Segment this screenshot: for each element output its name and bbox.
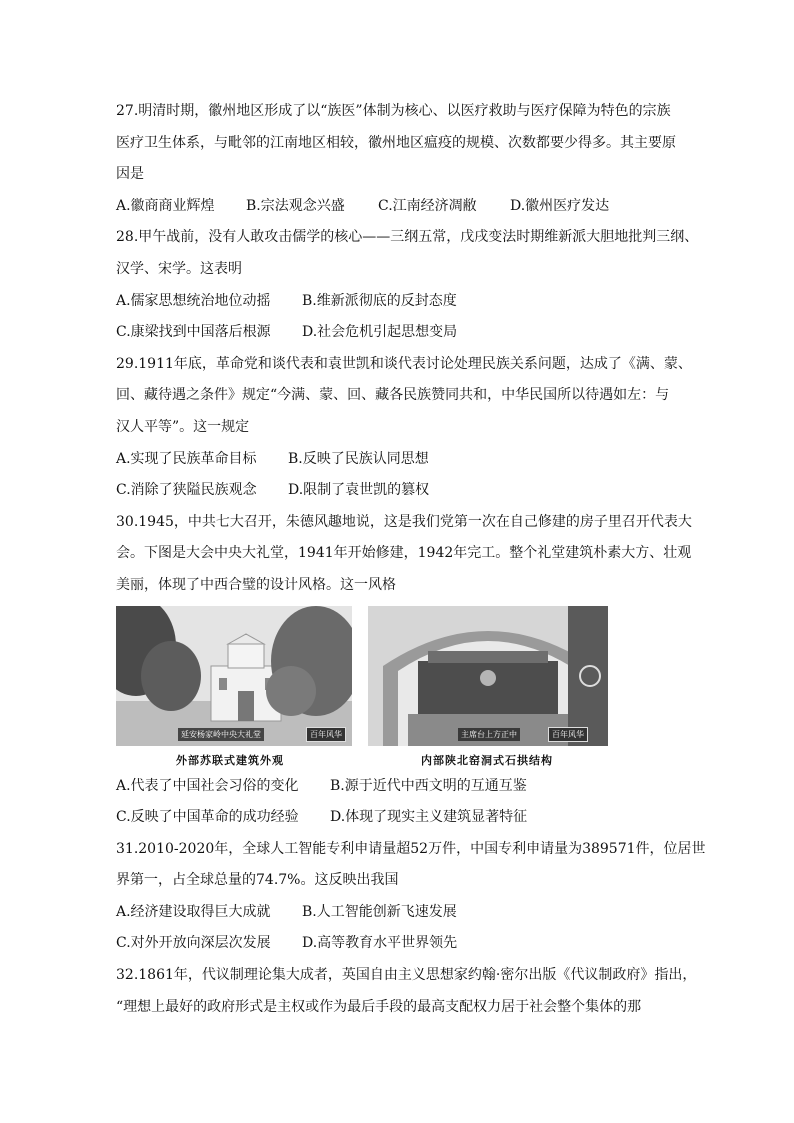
question-30 [116, 507, 692, 834]
question-32-line-1: 32.1861年，代议制理论集大成者，英国自由主义思想家约翰·密尔出版《代议制政府》指出， [116, 967, 697, 984]
option-d: D.高等教育水平世界领先 [302, 935, 458, 952]
option-d: D.体现了现实主义建筑显著特征 [330, 809, 528, 826]
question-27-line-3: 因是 [116, 166, 144, 183]
question-31-options-row-1 [116, 897, 688, 929]
question-30-line-1: 30.1945，中共七大召开，朱德风趣地说，这是我们党第一次在自己修建的房子里召开代表大 [116, 513, 692, 530]
question-28-line-1: 28.甲午战前，没有人敢攻击儒学的核心——三纲五常，戊戌变法时期维新派大胆地批判三纲、 [116, 229, 699, 246]
question-29-options-row-1 [116, 444, 688, 476]
question-32-line-2: “理想上最好的政府形式是主权或作为最后手段的最高支配权力居于社会整个集体的那 [116, 998, 642, 1015]
option-c: C.康梁找到中国落后根源 [116, 324, 271, 341]
option-a: A.代表了中国社会习俗的变化 [116, 777, 299, 794]
question-32 [116, 960, 697, 1023]
option-b: B.宗法观念兴盛 [246, 197, 345, 214]
figure-interior-photo [368, 606, 608, 746]
option-c: C.消除了狭隘民族观念 [116, 482, 257, 499]
exterior-photo-overlay-label: 延安杨家岭中央大礼堂 [178, 728, 264, 741]
option-d: D.限制了袁世凯的篡权 [288, 482, 430, 499]
figure-exterior-photo [116, 606, 352, 746]
interior-photo-badge: 百年风华 [548, 727, 588, 742]
question-28-options-row-2 [116, 317, 688, 349]
question-31-line-2: 界第一，占全球总量的74.7%。这反映出我国 [116, 872, 399, 889]
question-30-options-row-1 [116, 771, 688, 803]
question-29-line-3: 汉人平等”。这一规定 [116, 418, 250, 435]
question-30-options-row-2 [116, 802, 688, 834]
option-c: C.江南经济凋敝 [378, 197, 477, 214]
option-a: A.儒家思想统治地位动摇 [116, 292, 271, 309]
question-29-line-1: 29.1911年底，革命党和谈代表和袁世凯和谈代表讨论处理民族关系问题，达成了《满、蒙、 [116, 355, 692, 372]
question-31 [116, 834, 706, 960]
option-b: B.反映了民族认同思想 [288, 450, 429, 467]
figure-interior-caption: 内部陕北窑洞式石拱结构 [421, 753, 553, 767]
question-28-options-row-1 [116, 286, 688, 318]
exam-page [116, 96, 706, 1023]
question-30-line-2: 会。下图是大会中央大礼堂，1941年开始修建，1942年完工。整个礼堂建筑朴素大方、壮观 [116, 545, 692, 562]
exterior-photo-image [116, 606, 352, 746]
question-27-line-1: 27.明清时期，徽州地区形成了以“族医”体制为核心、以医疗救助与医疗保障为特色的宗族 [116, 103, 671, 119]
question-27 [116, 96, 688, 222]
question-29-options-row-2 [116, 475, 688, 507]
option-c: C.对外开放向深层次发展 [116, 935, 271, 952]
question-31-line-1: 31.2010-2020年，全球人工智能专利申请量超52万件，中国专利申请量为389571件，位居世 [116, 840, 706, 857]
option-b: B.源于近代中西文明的互通互鉴 [330, 777, 527, 794]
question-28-line-2: 汉学、宋学。这表明 [116, 260, 242, 277]
question-30-figures [116, 606, 688, 771]
question-29 [116, 349, 692, 507]
interior-photo-overlay-label: 主席台上方正中 [458, 728, 520, 741]
option-a: A.实现了民族革命目标 [116, 450, 257, 467]
option-a: A.经济建设取得巨大成就 [116, 903, 271, 920]
option-a: A.徽商商业辉煌 [116, 197, 215, 214]
question-29-line-2: 回、藏待遇之条件》规定“今满、蒙、回、藏各民族赞同共和，中华民国所以待遇如左：与 [116, 387, 670, 404]
interior-photo-image [368, 606, 608, 746]
option-d: D.社会危机引起思想变局 [302, 324, 458, 341]
question-27-options [116, 191, 688, 223]
exterior-photo-badge: 百年风华 [306, 727, 346, 742]
option-b: B.维新派彻底的反封态度 [302, 292, 457, 309]
question-27-line-2: 医疗卫生体系，与毗邻的江南地区相较，徽州地区瘟疫的规模、次数都要少得多。其主要原 [116, 134, 676, 151]
option-c: C.反映了中国革命的成功经验 [116, 809, 299, 826]
option-d: D.徽州医疗发达 [510, 197, 610, 214]
question-30-line-3: 美丽，体现了中西合璧的设计风格。这一风格 [116, 576, 396, 593]
option-b: B.人工智能创新飞速发展 [302, 903, 457, 920]
question-28 [116, 222, 699, 348]
figure-exterior-caption: 外部苏联式建筑外观 [176, 753, 284, 767]
question-31-options-row-2 [116, 928, 688, 960]
